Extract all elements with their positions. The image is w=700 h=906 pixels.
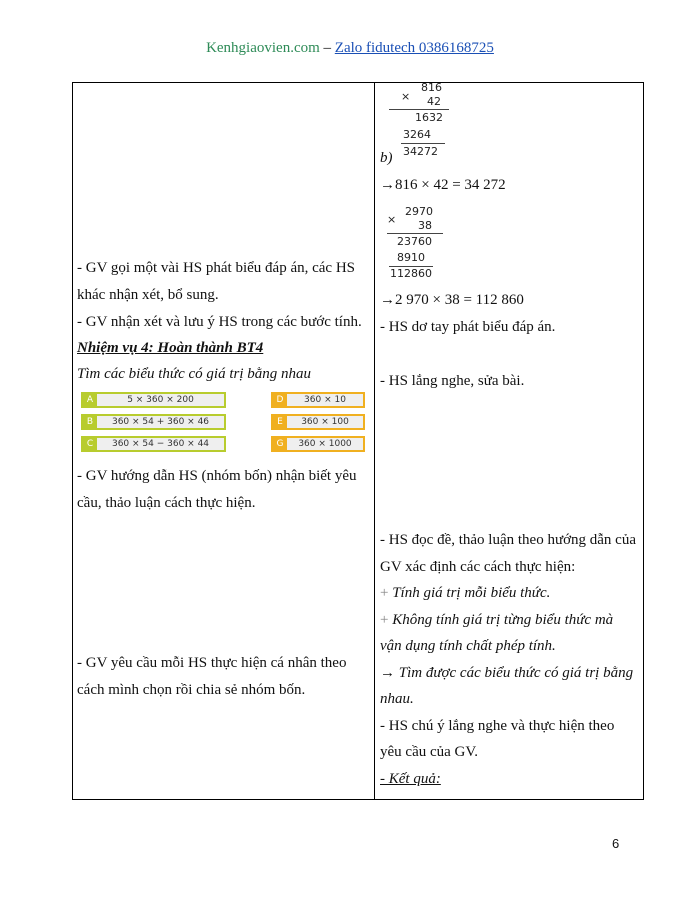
header-separator: –	[319, 40, 335, 56]
option-a	[81, 392, 226, 408]
right-r1: - HS dơ tay phát biểu đáp án.	[380, 319, 556, 335]
page-number: 6	[612, 836, 620, 851]
option-letter: G	[273, 438, 287, 450]
option-expression: 360 × 54 + 360 × 46	[111, 417, 210, 427]
option-c	[81, 436, 226, 452]
site-name[interactable]: Kenhgiaovien.com	[206, 40, 320, 56]
mul-sign: ×	[387, 213, 397, 226]
right-r6-line2: nhau.	[380, 691, 414, 707]
exercise-options-image	[81, 388, 367, 456]
mul-sign: ×	[401, 90, 411, 103]
result-label: - Kết quả:	[380, 771, 441, 787]
mul-factor-b: 38	[418, 219, 432, 232]
mul-rule	[401, 143, 445, 144]
mul-rule	[389, 109, 449, 110]
left-p4-line1: - GV yêu cầu mỗi HS thực hiện cá nhân theo	[77, 655, 347, 671]
mul-factor-a: 816	[421, 81, 442, 94]
right-r4-text: Tính giá trị mỗi biểu thức.	[392, 585, 551, 601]
left-p3-line1: - GV hướng dẫn HS (nhóm bốn) nhận biết yêu	[77, 468, 357, 484]
option-letter: C	[83, 438, 97, 450]
left-p1-line2: khác nhận xét, bổ sung.	[77, 287, 219, 303]
option-b	[81, 414, 226, 430]
right-r7-line2: yêu cầu của GV.	[380, 744, 479, 760]
option-e	[271, 414, 365, 430]
right-r6-line1: → Tìm được các biểu thức có giá trị bằng	[380, 665, 634, 681]
option-d	[271, 392, 365, 408]
option-g	[271, 436, 365, 452]
label-b: b)	[380, 150, 393, 166]
equation-1: →816 × 42 = 34 272	[380, 177, 506, 193]
plus-bullet: +	[380, 585, 389, 601]
option-expression: 360 × 10	[304, 395, 346, 405]
zalo-link[interactable]: Zalo fidutech 0386168725	[334, 40, 494, 56]
task-title: Nhiệm vụ 4: Hoàn thành BT4	[77, 340, 264, 356]
lesson-table	[72, 82, 644, 800]
option-expression: 360 × 1000	[298, 439, 352, 449]
column-divider	[374, 83, 375, 799]
option-letter: A	[83, 394, 97, 406]
mul-result: 34272	[403, 145, 438, 158]
right-r3-line2: GV xác định các cách thực hiện:	[380, 559, 576, 575]
right-r5-text: Không tính giá trị từng biểu thức mà	[392, 612, 614, 628]
mul-partial-2: 8910	[397, 251, 425, 264]
mul-partial-1: 1632	[415, 111, 443, 124]
multiplication-2970x38	[385, 205, 459, 280]
plus-bullet: +	[380, 612, 389, 628]
right-r3-line1: - HS đọc đề, thảo luận theo hướng dẫn của	[380, 532, 636, 548]
multiplication-816x42	[385, 81, 455, 159]
task-subtitle: Tìm các biểu thức có giá trị bằng nhau	[77, 366, 311, 382]
right-r5-line1	[380, 609, 613, 631]
right-r7-line1: - HS chú ý lắng nghe và thực hiện theo	[380, 718, 615, 734]
option-expression: 360 × 54 − 360 × 44	[111, 439, 210, 449]
left-p3-line2: cầu, thảo luận cách thực hiện.	[77, 495, 256, 511]
mul-factor-b: 42	[427, 95, 441, 108]
mul-result: 112860	[390, 267, 432, 280]
mul-partial-2: 3264	[403, 128, 431, 141]
left-p2: - GV nhận xét và lưu ý HS trong các bước tính.	[77, 314, 362, 330]
left-p4-line2: cách mình chọn rồi chia sẻ nhóm bốn.	[77, 682, 306, 698]
left-p1-line1: - GV gọi một vài HS phát biểu đáp án, các HS	[77, 260, 356, 276]
mul-rule	[387, 233, 443, 234]
option-expression: 5 × 360 × 200	[127, 395, 194, 405]
option-letter: B	[83, 416, 97, 428]
option-letter: D	[273, 394, 287, 406]
right-r2: - HS lắng nghe, sửa bài.	[380, 373, 525, 389]
page-header	[0, 40, 700, 57]
right-r4	[380, 582, 550, 604]
option-expression: 360 × 100	[301, 417, 349, 427]
mul-partial-1: 23760	[397, 235, 432, 248]
mul-factor-a: 2970	[405, 205, 433, 218]
right-r5-line2: vận dụng tính chất phép tính.	[380, 638, 556, 654]
option-letter: E	[273, 416, 287, 428]
equation-2: →2 970 × 38 = 112 860	[380, 292, 524, 308]
